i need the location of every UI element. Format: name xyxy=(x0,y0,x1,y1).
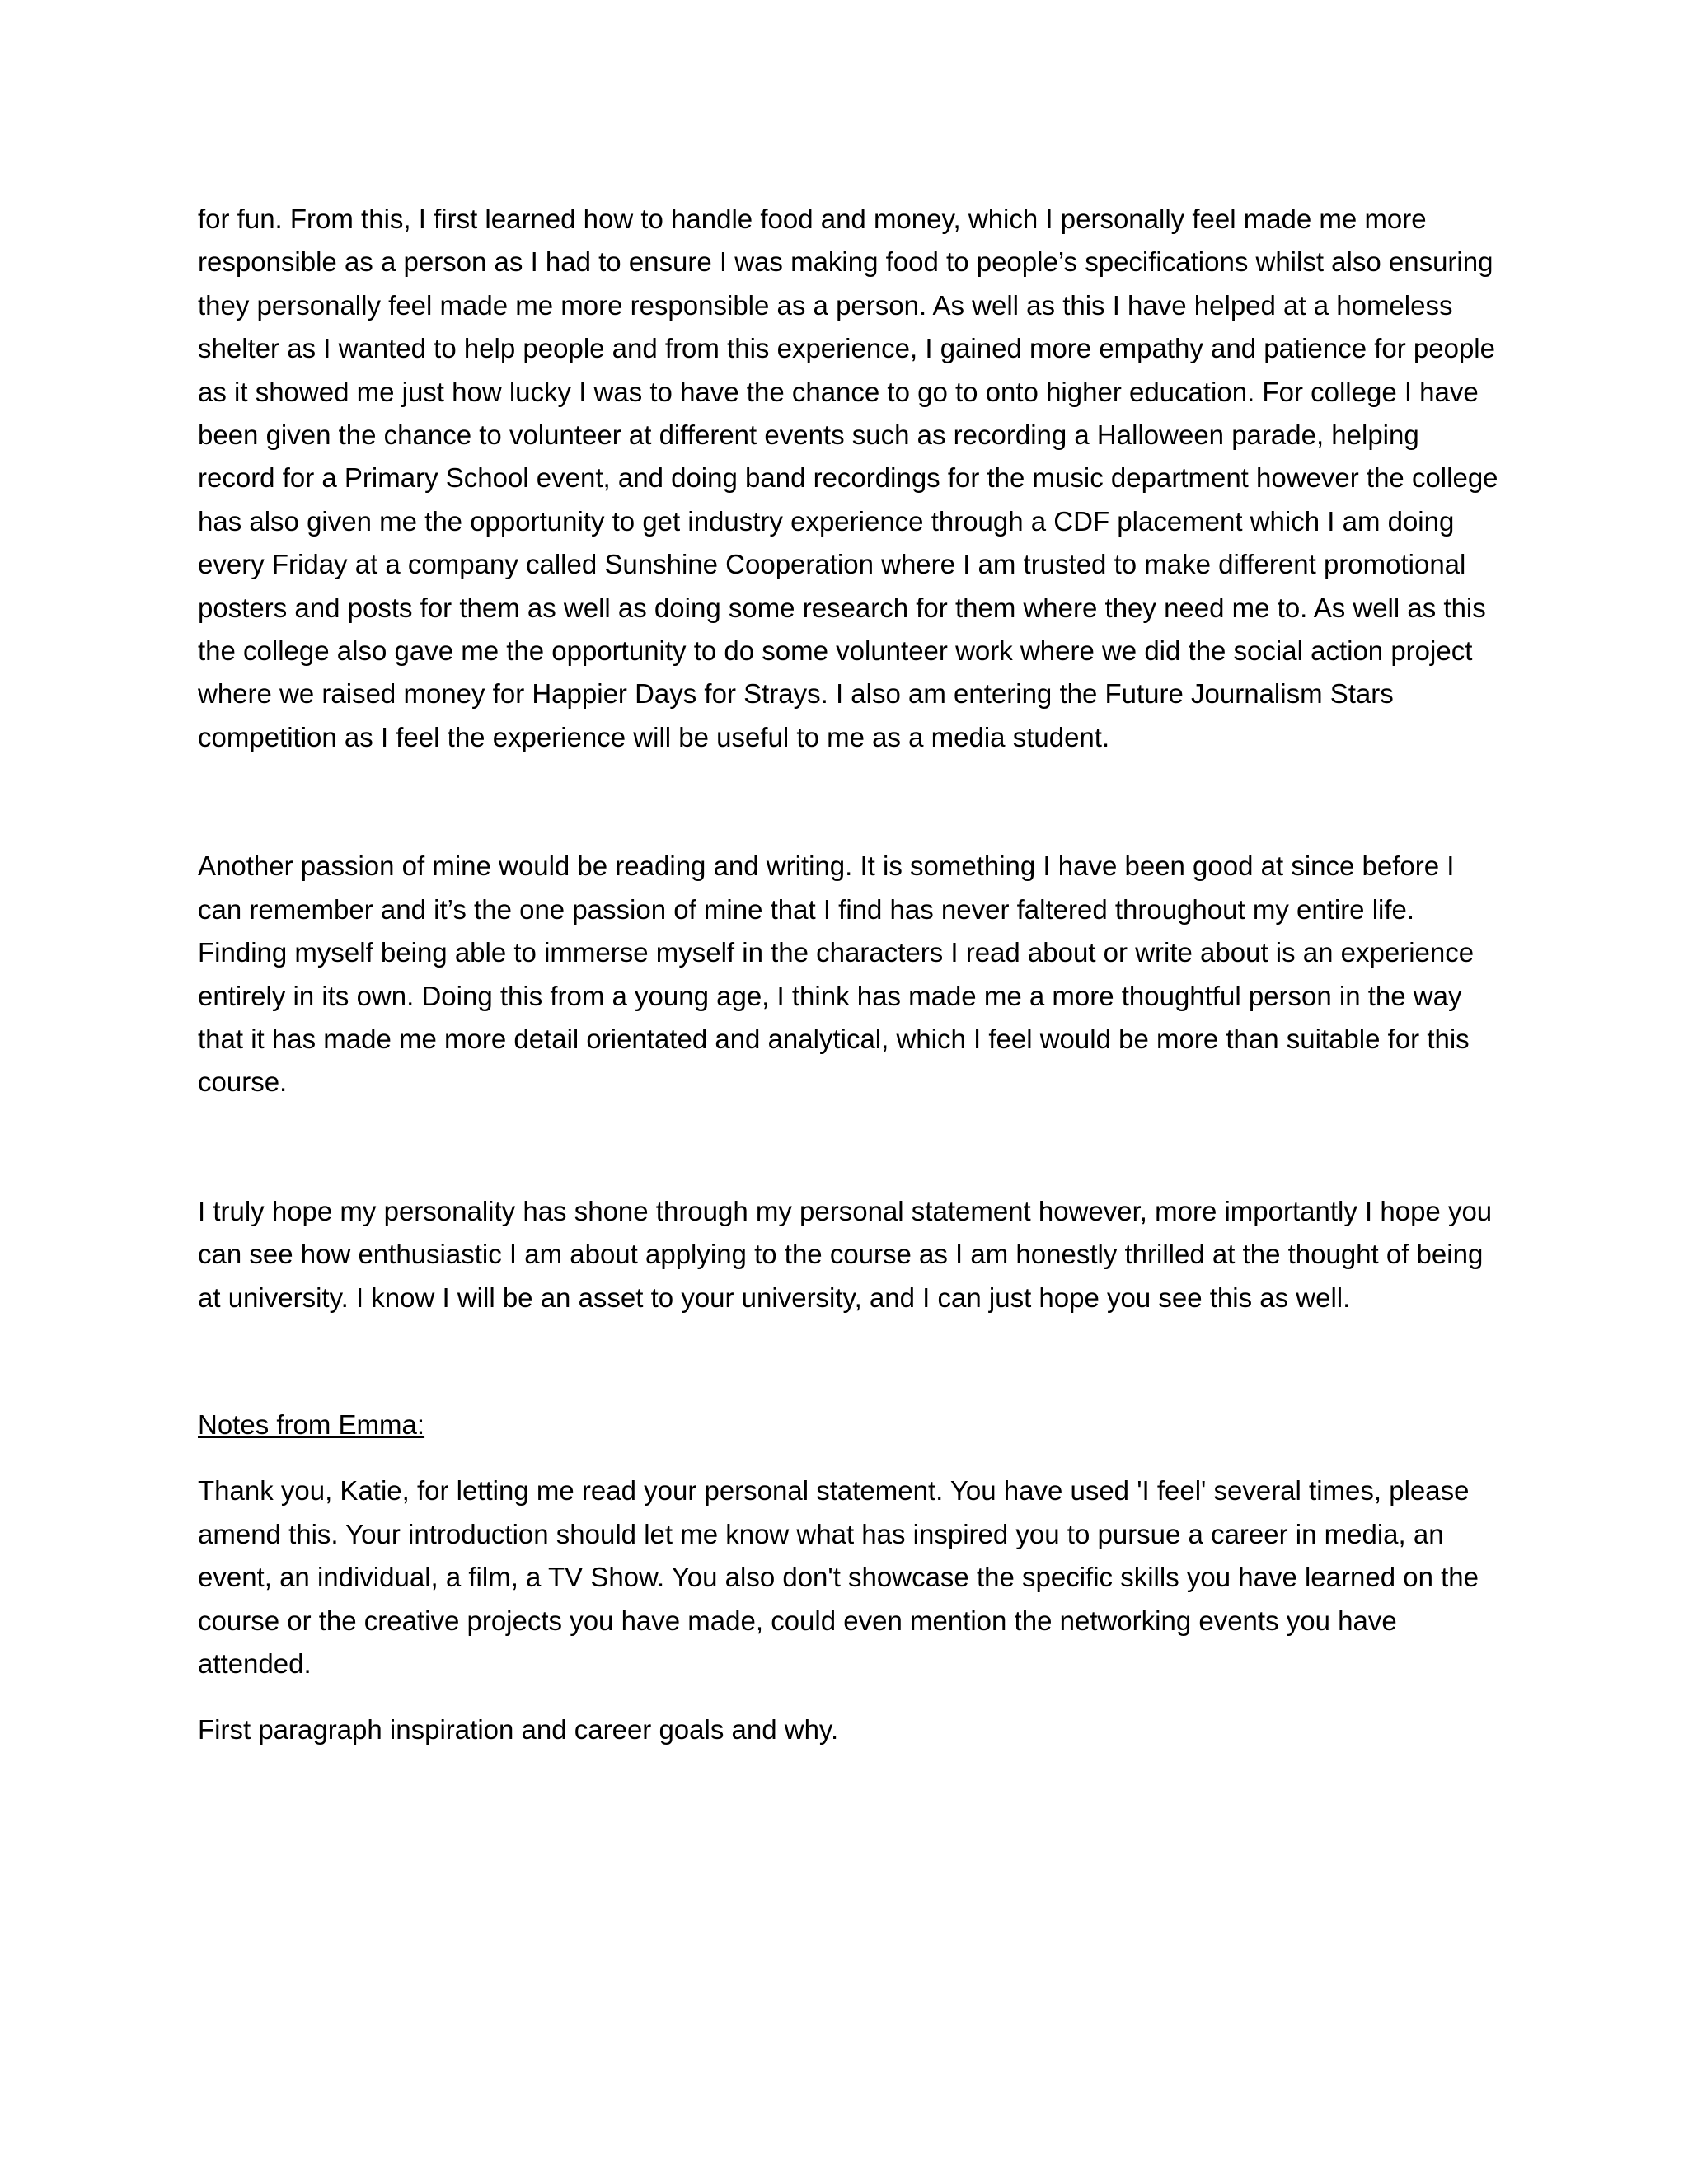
paragraph-experience: for fun. From this, I first learned how to handle food and money, which I personally feel made me more responsible as a person as I had to ensure I was making food to people’s specifications whilst also ensuring they personally feel made me more responsible as a person. As well as this I have helped at a homeless shelter as I wanted to help people and from this experience, I gained more empathy and patience for people as it showed me just how lucky I was to have the chance to go to onto higher education. For college I have been given the chance to volunteer at different events such as recording a Halloween parade, helping record for a Primary School event, and doing band recordings for the music department however the college has also given me the opportunity to get industry experience through a CDF placement which I am doing every Friday at a company called Sunshine Cooperation where I am trusted to make different promotional posters and posts for them as well as doing some research for them where they need me to. As well as this the college also gave me the opportunity to do some volunteer work where we did the social action project where we raised money for Happier Days for Strays. I also am entering the Future Journalism Stars competition as I feel the experience will be useful to me as a media student. xyxy=(198,204,1498,752)
paragraph-spacer xyxy=(198,1319,1500,1404)
paragraph-spacer xyxy=(198,1685,1500,1708)
paragraph-spacer xyxy=(198,759,1500,845)
notes-title: Notes from Emma: xyxy=(198,1408,425,1440)
paragraph-spacer xyxy=(198,1446,1500,1469)
paragraph-spacer xyxy=(198,1104,1500,1190)
document-body xyxy=(198,198,1500,1752)
paragraph-conclusion: I truly hope my personality has shone through my personal statement however, more importantly I hope you can see how enthusiastic I am about applying to the course as I am honestly thrilled at the thought of being at university. I know I will be an asset to your university, and I can just hope you see this as well. xyxy=(198,1195,1493,1313)
notes-closing: First paragraph inspiration and career goals and why. xyxy=(198,1714,839,1746)
notes-body: Thank you, Katie, for letting me read your personal statement. You have used 'I feel' several times, please amend this. Your introduction should let me know what has inspired you to pursue a career in media, an event, an individual, a film, a TV Show. You also don't showcase the specific skills you have learned on the course or the creative projects you have made, could even mention the networking events you have attended. xyxy=(198,1475,1479,1679)
paragraph-reading-writing: Another passion of mine would be reading and writing. It is something I have been good at since before I can remember and it’s the one passion of mine that I find has never faltered throughout my entire life. Finding myself being able to immerse myself in the characters I read about or write about is an experience entirely in its own. Doing this from a young age, I think has made me a more thoughtful person in the way that it has made me more detail orientated and analytical, which I feel would be more than suitable for this course. xyxy=(198,851,1475,1098)
